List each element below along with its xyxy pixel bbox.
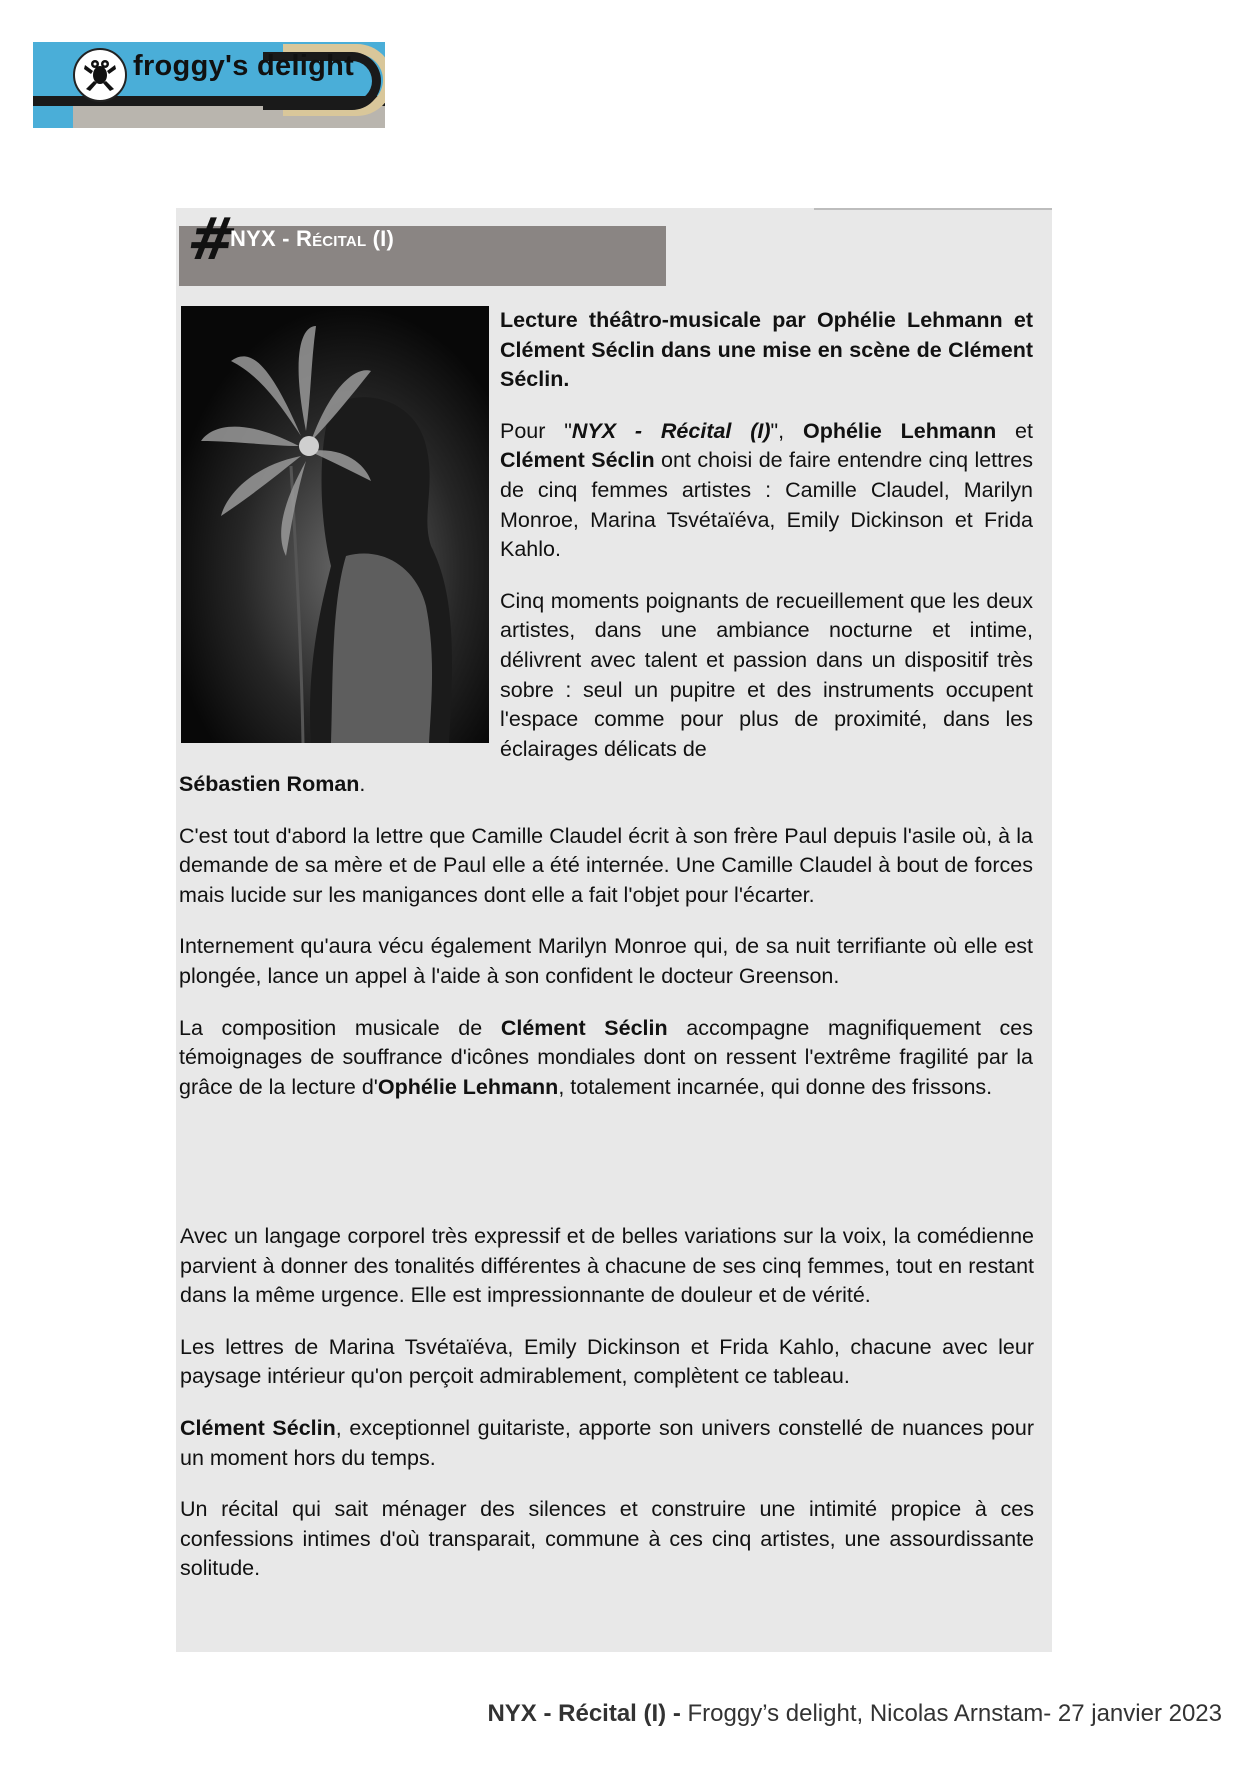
paragraph-8 [180, 1414, 1034, 1473]
intro-column [500, 306, 1033, 764]
paragraph-2b [179, 770, 1033, 800]
froggys-delight-logo[interactable] [33, 42, 385, 128]
logo-text: froggy's delight [133, 50, 355, 82]
p1-title: NYX - Récital (I) [571, 418, 771, 443]
paragraph-6: Avec un langage corporel très expressif et de belles variations sur la voix, la comédienne parvient à donner des tonalités différentes à chacune de ses cinq femmes, tout en restant dans la même urgence. Elle est impressionnante de douleur et de vérité. [180, 1224, 1034, 1308]
paragraph-9: Un récital qui sait ménager des silences et construire une intimité propice à ces confessions intimes d'où transparait, commune à ces cinq artistes, une assourdissante solitude. [180, 1497, 1034, 1581]
p1-c: ", [770, 418, 803, 443]
paragraph-7: Les lettres de Marina Tsvétaïéva, Emily Dickinson et Frida Kahlo, chacune avec leur paysage intérieur qu'on perçoit admirablement, complètent ce tableau. [180, 1334, 1034, 1389]
p2-name-roman: Sébastien Roman [179, 772, 360, 796]
footer-credit [487, 1700, 1222, 1728]
p1-name-seclin: Clément Séclin [500, 448, 655, 473]
body-section-2 [180, 1222, 1034, 1606]
p5-name-seclin: Clément Séclin [500, 1015, 668, 1040]
p5-a: La composition musicale de [179, 1015, 501, 1040]
panel-top-rule [814, 208, 1052, 210]
p8-b: , exceptionnel guitariste, apporte son univers constellé de nuances pour un moment hors du temps. [180, 1415, 1035, 1470]
paragraph-2a: Cinq moments poignants de recueillement que les deux artistes, dans une ambiance nocturne et intime, délivrent avec talent et passion dans un dispositif très sobre : seul un pupitre et des instruments occupent l'espace comme pour plus de proximité, dans les éclairages délicats de [500, 588, 1033, 761]
frog-icon [73, 48, 127, 102]
p8-name-seclin: Clément Séclin [180, 1415, 336, 1440]
paragraph-4: Internement qu'aura vécu également Marilyn Monroe qui, de sa nuit terrifiante où elle est plongée, lance un appel à l'aide à son confident le docteur Greenson. [179, 934, 1033, 988]
p1-e: et [996, 418, 1033, 443]
hash-icon: # [183, 205, 242, 273]
p1-g: ont choisi de faire entendre cinq lettres de cinq femmes artistes : Camille Claudel, Marilyn Monroe, Marina Tsvétaïéva, Emily Dickinson et Frida Kahlo. [500, 448, 1033, 562]
p5-name-lehmann: Ophélie Lehmann [377, 1074, 559, 1099]
article-title: NYX - Récital (I) [230, 226, 395, 251]
article-photo [181, 306, 489, 743]
paragraph-1 [500, 417, 1033, 565]
p5-e: , totalement incarnée, qui donne des frissons. [558, 1074, 993, 1099]
article-lead: Lecture théâtro-musicale par Ophélie Lehmann et Clément Séclin dans une mise en scène de Clément Séclin. [500, 308, 1033, 392]
paragraph-3: C'est tout d'abord la lettre que Camille Claudel écrit à son frère Paul depuis l'asile où, à la demande de sa mère et de Paul elle a été internée. Une Camille Claudel à bout de forces mais lucide sur les manigances dont elle a fait l'objet pour l'écarter. [179, 823, 1033, 907]
p1-name-lehmann: Ophélie Lehmann [802, 418, 997, 443]
p1-a: Pour " [500, 418, 572, 443]
body-section-1 [179, 770, 1033, 1124]
footer-title: NYX - Récital (I) - [487, 1700, 681, 1727]
paragraph-5 [179, 1014, 1033, 1103]
footer-rest: Froggy’s delight, Nicolas Arnstam- 27 janvier 2023 [680, 1700, 1222, 1727]
p5-c: accompagne magnifiquement ces témoignages de souffrance d'icônes mondiales dont on ressent l'extrême fragilité par la grâce de la lecture d' [179, 1015, 1034, 1099]
p2-c: . [359, 772, 366, 796]
